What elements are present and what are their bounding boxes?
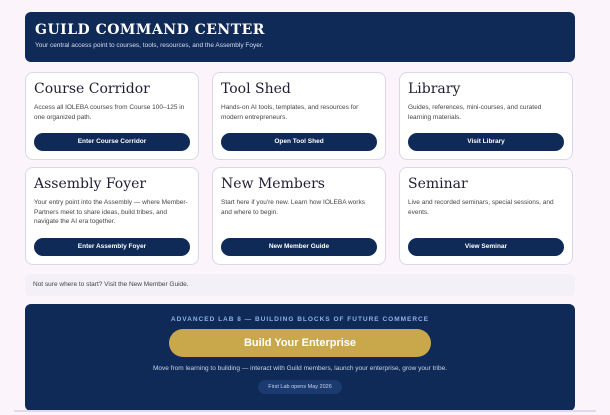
card-title: Library: [408, 81, 461, 97]
card-description: Hands-on AI tools, templates, and resources for modern entrepreneurs.: [221, 104, 359, 121]
card-description: Start here if you're new. Learn how IOLEBA works and where to begin.: [221, 199, 365, 216]
visit-library-button[interactable]: Visit Library: [408, 133, 564, 151]
lab-eyebrow: ADVANCED LAB 8 — BUILDING BLOCKS OF FUTURE COMMERCE: [170, 316, 430, 323]
card-title: Course Corridor: [34, 81, 150, 97]
card-library: [399, 72, 573, 160]
card-tool-shed: [212, 72, 386, 160]
card-seminar: [399, 167, 573, 265]
open-tool-shed-button[interactable]: Open Tool Shed: [221, 133, 377, 151]
page-title: GUILD COMMAND CENTER: [35, 22, 265, 38]
new-member-hint: Not sure where to start? Visit the New Member Guide.: [25, 274, 575, 296]
card-description: Live and recorded seminars, special sessions, and events.: [408, 199, 554, 216]
header-banner: [25, 12, 575, 62]
page-subtitle: Your central access point to courses, tools, resources, and the Assembly Foyer.: [35, 42, 264, 49]
card-title: New Members: [221, 176, 325, 192]
card-assembly-foyer: [25, 167, 199, 265]
lab-description: Move from learning to building — interact with Guild members, launch your enterprise, grow your tribe.: [152, 365, 448, 372]
enter-course-corridor-button[interactable]: Enter Course Corridor: [34, 133, 190, 151]
card-title: Tool Shed: [221, 81, 291, 97]
advanced-lab-banner: [25, 304, 575, 411]
lab-opening-badge: First Lab opens May 2026: [258, 380, 342, 394]
card-title: Assembly Foyer: [34, 176, 147, 192]
card-description: Access all IOLEBA courses from Course 100–125 in one organized path.: [34, 104, 185, 121]
guild-command-center: [25, 12, 575, 390]
view-seminar-button[interactable]: View Seminar: [408, 238, 564, 256]
card-description: Your entry point into the Assembly — where Member-Partners meet to share ideas, build tribes, and navigate the AI era together.: [34, 199, 188, 225]
build-your-enterprise-button[interactable]: Build Your Enterprise: [169, 329, 431, 357]
card-new-members: [212, 167, 386, 265]
enter-assembly-foyer-button[interactable]: Enter Assembly Foyer: [34, 238, 190, 256]
divider: [14, 410, 596, 412]
new-member-guide-button[interactable]: New Member Guide: [221, 238, 377, 256]
card-title: Seminar: [408, 176, 468, 192]
card-description: Guides, references, mini-courses, and curated learning materials.: [408, 104, 542, 121]
card-course-corridor: [25, 72, 199, 160]
